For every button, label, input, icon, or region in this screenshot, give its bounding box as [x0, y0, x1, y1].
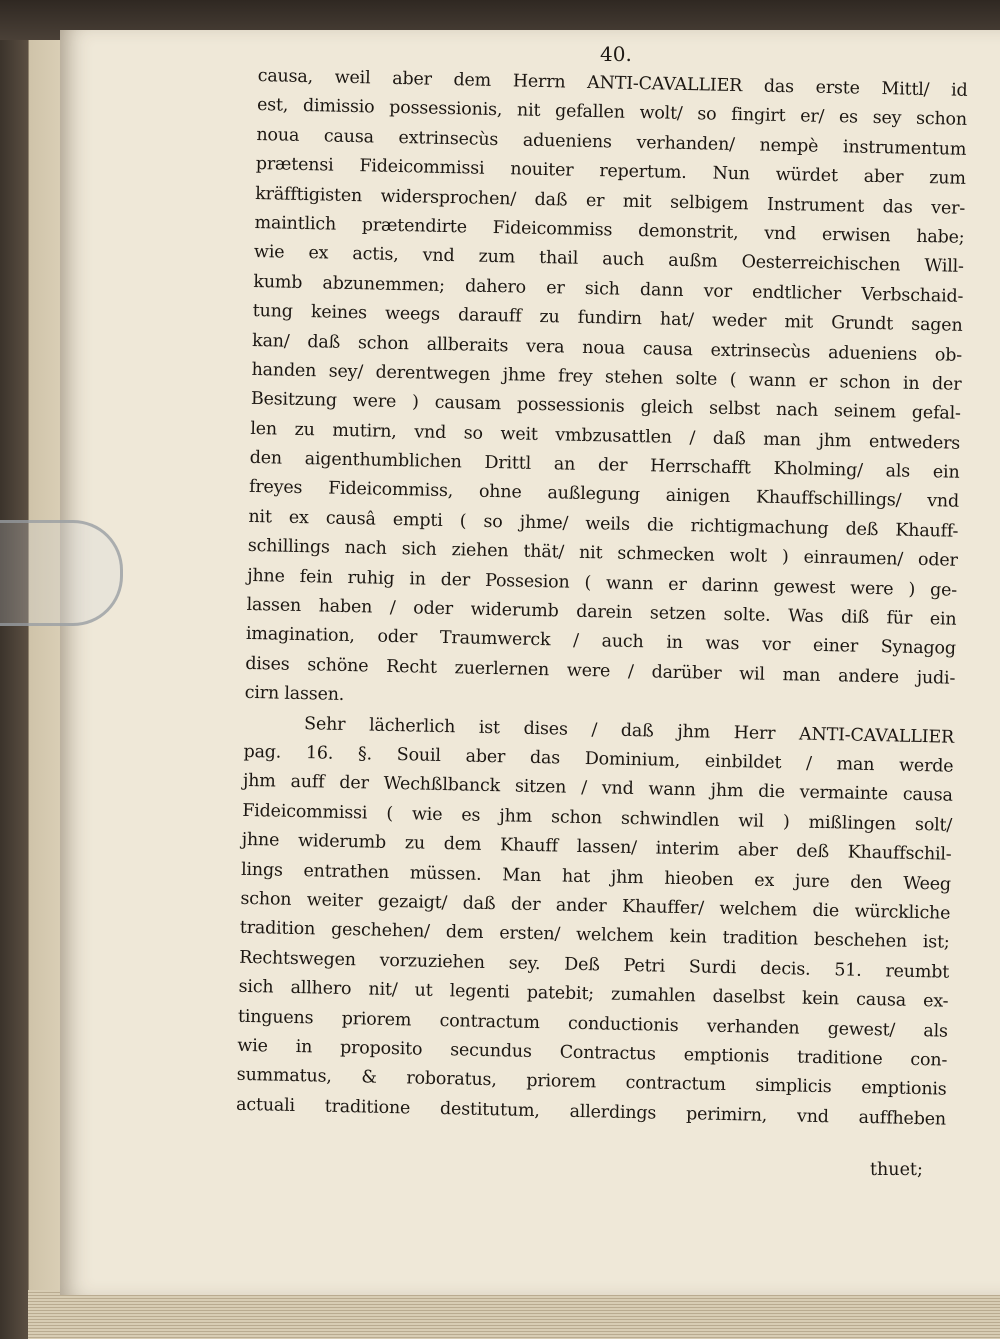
text-line: jhne widerumb zu dem Khauff lassen/ interim aber deß Khauffschil-: [241, 829, 952, 865]
page-edges: [28, 1290, 1000, 1339]
page-number: 40.: [600, 42, 632, 66]
text-line: maintlich prætendirte Fideicommiss demonstrit, vnd erwisen habe;: [254, 212, 965, 248]
text-line: wie in proposito secundus Contractus emptionis traditione con-: [237, 1035, 948, 1071]
text-line: len zu mutirn, vnd so weit vmbzusattlen / daß man jhm entweders: [250, 418, 961, 454]
body-text: [236, 62, 968, 1135]
text-line: tradition geschehen/ dem ersten/ welchem kein tradition beschehen ist;: [239, 918, 950, 954]
text-line: est, dimissio possessionis, nit gefallen wolt/ so fingirt er/ es sey schon: [256, 95, 968, 131]
text-line: sich allhero nit/ ut legenti patebit; zumahlen daselbst kein causa ex-: [238, 976, 949, 1012]
text-line: tung keines weegs darauff zu fundirn hat/ weder mit Grundt sagen: [252, 301, 963, 336]
text-line: freyes Fideicommiss, ohne außlegung ainigen Khauffschillings/ vnd: [248, 477, 960, 513]
text-line: kumb abzunemmen; dahero er sich dann vor endtlicher Verbschaid-: [253, 271, 964, 307]
text-line: causa, weil aber dem Herrn ANTI-CAVALLIER das erste Mittl/ id: [257, 65, 968, 101]
text-line: actuali traditione destitutum, allerdings perimirn, vnd auffheben: [235, 1094, 947, 1130]
text-line: lassen haben / oder widerumb darein setzen solte. Was diß für ein: [246, 594, 957, 630]
text-line: kräfftigisten widersprochen/ daß er mit selbigem Instrument das ver-: [255, 183, 966, 219]
text-line: kan/ daß schon allberaits vera noua causa extrinsecùs adueniens ob-: [251, 330, 963, 366]
text-line: lings entrathen müssen. Man hat jhm hieoben ex jure den Weeg: [240, 859, 952, 895]
text-line: schillings nach sich ziehen thät/ nit schmecken wolt ) einraumen/ oder: [247, 536, 958, 572]
text-line: cirn lassen.: [244, 683, 345, 706]
clip-marker: [0, 520, 123, 626]
text-line: dises schöne Recht zuerlernen were / darüber wil man andere judi-: [245, 653, 956, 689]
paragraph-start-line: Sehr lächerlich ist dises / daß jhm Herr ANTI-CAVALLIER: [303, 713, 955, 748]
text-line: den aigenthumblichen Drittl an der Herrschafft Kholming/ als ein: [249, 447, 960, 483]
text-line: Fideicommissi ( wie es jhm schon schwindlen wil ) mißlingen solt/: [242, 800, 953, 836]
text-line: Rechtswegen vorzuziehen sey. Deß Petri Surdi decis. 51. reumbt: [239, 947, 950, 983]
catchword: thuet;: [870, 1160, 923, 1180]
text-line: noua causa extrinsecùs adueniens verhanden/ nempè instrumentum: [256, 124, 967, 160]
text-line: imagination, oder Traumwerck / auch in was vor einer Synagog: [245, 624, 957, 660]
text-line: jhne fein ruhig in der Possesion ( wann er darinn gewest were ) ge-: [247, 565, 958, 601]
text-line: handen sey/ derentwegen jhme frey stehen solte ( wann er schon in der: [251, 359, 962, 395]
text-line: tinguens priorem contractum conductionis verhanden gewest/ als: [237, 1006, 949, 1042]
text-line: pag. 16. §. Souil aber das Dominium, einbildet / man werde: [243, 741, 954, 777]
text-line: nit ex causâ empti ( so jhme/ weils die richtigmachung deß Khauff-: [248, 506, 959, 542]
text-line: prætensi Fideicommissi nouiter repertum. Nun würdet aber zum: [255, 154, 966, 190]
text-line: wie ex actis, vnd zum thail auch außm Oesterreichischen Will-: [253, 242, 964, 278]
text-line: summatus, & roboratus, priorem contractum simplicis emptionis: [236, 1065, 947, 1100]
text-line: Besitzung were ) causam possessionis gleich selbst nach seinem gefal-: [250, 389, 961, 425]
text-line: schon weiter gezaigt/ daß der ander Khauffer/ welchem die würckliche: [240, 888, 951, 924]
text-line: jhm auff der Wechßlbanck sitzen / vnd wann jhm die vermainte causa: [242, 771, 953, 807]
